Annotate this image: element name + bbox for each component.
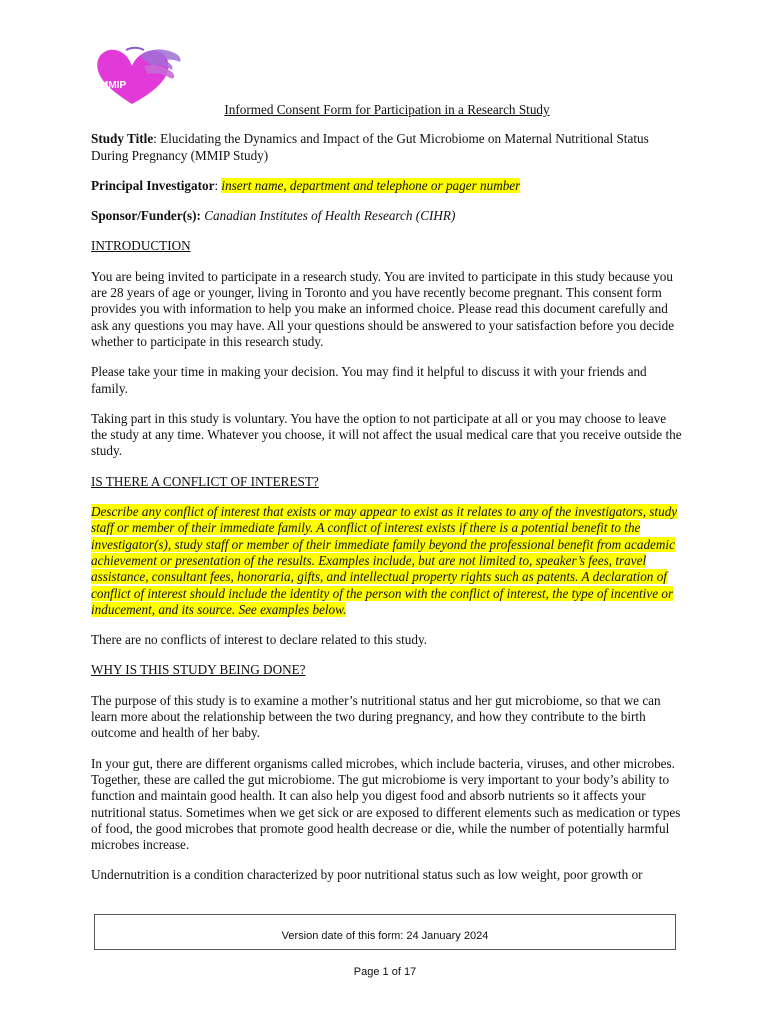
introduction-paragraph: Please take your time in making your decision. You may find it helpful to discuss it with your friends and family. <box>91 364 647 396</box>
page-number: Page 1 of 17 <box>353 966 417 978</box>
sponsor <box>91 208 683 224</box>
conflict-statement: There are no conflicts of interest to declare related to this study. <box>91 632 428 648</box>
principal-investigator: Principal Investigator: insert name, department and telephone or pager number <box>91 177 521 193</box>
version-date: Version date of this form: 24 January 2024 <box>281 930 489 942</box>
document-body <box>91 102 683 884</box>
sponsor-value: Canadian Institutes of Health Research (CIHR) <box>204 208 456 224</box>
introduction-paragraph: Taking part in this study is voluntary. You have the option to not participate at all or you may choose to leave the study at any time. Whatever you choose, it will not affect the usual medical care that you receive outside the study. <box>91 410 682 459</box>
why-heading: WHY IS THIS STUDY BEING DONE? <box>91 662 306 678</box>
why-paragraph: In your gut, there are different organisms called microbes, which include bacteria, viruses, and other microbes. Together, these are called the gut microbiome. The gut microbiome is very important to your body’s ability to function and maintain good health. It can also help you digest food and absorb nutrients so it affects your nutritional status. Sometimes when we get sick or are exposed to different elements such as medication or types of food, the good microbes that promote good health decrease or die, while the number of potentially harmful microbes increase. <box>91 755 681 853</box>
why-paragraph: Undernutrition is a condition characterized by poor nutritional status such as low weight, poor growth or <box>91 867 643 883</box>
sponsor-label: Sponsor/Funder(s): <box>91 208 201 224</box>
principal-investigator-label: Principal Investigator <box>91 177 215 193</box>
logo-text: MMIP <box>100 80 127 91</box>
principal-investigator-placeholder: insert name, department and telephone or pager number <box>221 177 521 193</box>
conflict-heading: IS THERE A CONFLICT OF INTEREST? <box>91 473 319 489</box>
mmip-logo-graphic <box>92 44 184 106</box>
study-title: Study Title: Elucidating the Dynamics and Impact of the Gut Microbiome on Maternal Nutritional Status During Pregnancy (MMIP Study) <box>91 131 649 163</box>
study-title-value: Elucidating the Dynamics and Impact of the Gut Microbiome on Maternal Nutritional Status During Pregnancy (MMIP Study) <box>91 131 649 163</box>
study-title-label: Study Title <box>91 131 154 147</box>
conflict-instruction <box>91 504 683 618</box>
mmip-logo <box>92 44 184 106</box>
introduction-heading: INTRODUCTION <box>91 238 191 254</box>
conflict-instruction-text: Describe any conflict of interest that exists or may appear to exist as it relates to any of the investigators, study staff or member of their immediate family. A conflict of interest exists if there is a potential benefit to the investigator(s), study staff or member of their immediate family beyond the professional benefit from academic achievement or presentation of the results. Examples include, but are not limited to, speaker’s fees, travel assistance, consultant fees, honoraria, gifts, and intellectual property rights such as patents. A declaration of conflict of interest should include the identity of the person with the conflict of interest, the type of incentive or inducement, and its source. See examples below. <box>91 504 678 617</box>
introduction-paragraph: You are being invited to participate in a research study. You are invited to participate in this study because you are 28 years of age or younger, living in Toronto and you have recently become pregnant. This consent form provides you with information to help you make an informed choice. Please read this document carefully and ask any questions you may have. All your questions should be answered to your satisfaction before you decide whether to participate in this research study. <box>91 268 675 349</box>
form-title: Informed Consent Form for Participation in a Research Study <box>224 102 550 117</box>
why-paragraph: The purpose of this study is to examine a mother’s nutritional status and her gut microbiome, so that we can learn more about the relationship between the two during pregnancy, and how they contribute to the birth outcome and health of her baby. <box>91 692 661 741</box>
